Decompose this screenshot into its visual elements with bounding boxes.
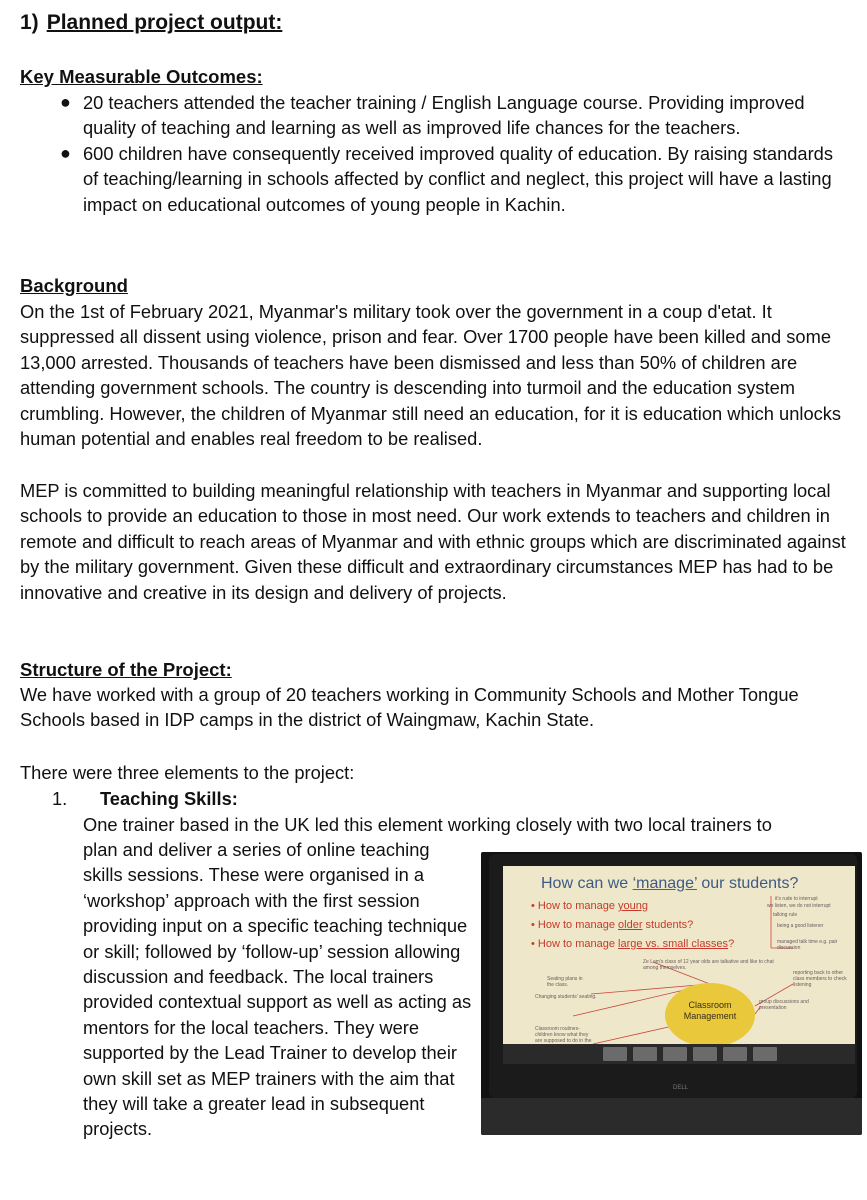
laptop-photo — [481, 852, 862, 1135]
slide-bullet: • How to manage older students? — [531, 919, 694, 931]
list-item: ● 20 teachers attended the teacher training / English Language course. Providing improved quality of teaching and learning as well as improved life chances for the teachers. — [60, 92, 805, 139]
outcomes-list — [20, 90, 840, 217]
element-heading — [52, 786, 238, 811]
mindmap-note: managed talk time e.g. pair discussion — [777, 939, 838, 951]
element-title: Teaching Skills: — [100, 788, 238, 809]
laptop-keyboard — [481, 1098, 862, 1135]
participant-tile — [753, 1047, 777, 1061]
element-number: 1. — [52, 788, 68, 809]
slide-bullet: • How to manage young — [531, 900, 648, 912]
mindmap-note: talking rule — [773, 912, 798, 918]
mindmap-note: Seating plans in the class. — [547, 976, 583, 988]
mindmap-note: it's rude to interrupt — [775, 896, 818, 902]
laptop-brand-logo: DELL — [673, 1085, 689, 1091]
section-title: Planned project output: — [46, 11, 283, 34]
mindmap-note: Changing students' seating. — [535, 994, 597, 1000]
mindmap-note: we listen, we do not interrupt — [767, 903, 831, 909]
structure-intro: We have worked with a group of 20 teachers working in Community Schools and Mother Tongue Schools based in IDP camps in the district of Waingmaw, Kachin State. — [20, 684, 799, 731]
bullet-icon: ● — [60, 142, 71, 163]
laptop-screen — [503, 866, 855, 1064]
slide-title: How can we ‘manage’ our students? — [541, 875, 799, 892]
slide-bullet: • How to manage large vs. small classes? — [531, 938, 735, 950]
mindmap-note: Ze Lam's class of 12 year olds are talkative and like to chat among themselves. — [643, 959, 774, 971]
video-call-bar — [503, 1044, 855, 1064]
participant-tile — [693, 1047, 717, 1061]
elements-intro: There were three elements to the project: — [20, 762, 355, 783]
section-number: 1) — [20, 11, 39, 34]
participant-tile — [663, 1047, 687, 1061]
bullet-icon: ● — [60, 92, 71, 112]
background-paragraph: MEP is committed to building meaningful relationship with teachers in Myanmar and supporting local schools to provide an education to those in most need. Our work extends to teachers and children in remote and difficult to reach areas of Myanmar and with ethnic groups which are discriminated against by the military government. Given these difficult and extraordinary circumstances MEP has had to be innovative and creative in its design and delivery of projects. — [20, 480, 846, 603]
list-item: ● 600 children have consequently received improved quality of education. By raising standards of teaching/learning in schools affected by conflict and neglect, this project will have a lasting impact on educational outcomes of young people in Kachin. — [60, 142, 833, 215]
element-text: One trainer based in the UK led this element working closely with two local trainers to — [83, 814, 772, 835]
background-heading: Background — [20, 275, 128, 296]
background-paragraph: On the 1st of February 2021, Myanmar's military took over the government in a coup d'etat. It suppressed all dissent using violence, prison and fear. Over 1700 people have been killed and some 13,000 arrested. Thousands of teachers have been dismissed and less than 50% of children are attending government schools. The country is descending into turmoil and the education system crumbling. However, the children of Myanmar still need an education, for it is education which unlocks human potential and enables real freedom to be realised. — [20, 301, 842, 450]
mindmap-center-label: Classroom Management — [683, 1000, 737, 1021]
structure-heading: Structure of the Project: — [20, 659, 232, 680]
participant-tile — [723, 1047, 747, 1061]
mindmap-note: group discussions and presentation — [759, 999, 809, 1011]
outcomes-heading: Key Measurable Outcomes: — [20, 66, 263, 87]
mindmap-note: being a good listener — [777, 923, 824, 929]
laptop-bezel — [489, 854, 857, 1098]
participant-tile — [633, 1047, 657, 1061]
participant-tile — [603, 1047, 627, 1061]
section-heading — [20, 9, 282, 37]
mindmap-note: reporting back to other class members to check listening — [793, 970, 847, 988]
mindmap-note: Classroom routines- children know what they are supposed to do in the — [535, 1026, 592, 1044]
element-text-continued: plan and deliver a series of online teaching skills sessions. These were organised in a ‘workshop’ approach with the first session providing input on a specific teaching technique or skill; followed by ‘follow-up’ session allowing discussion and feedback. The local trainers provided contextual support as well as acting as mentors for the local teachers. They were supported by the Lead Trainer to develop their own skill set as MEP trainers with the aim that they will take a greater lead in subsequent projects. — [83, 839, 472, 1140]
